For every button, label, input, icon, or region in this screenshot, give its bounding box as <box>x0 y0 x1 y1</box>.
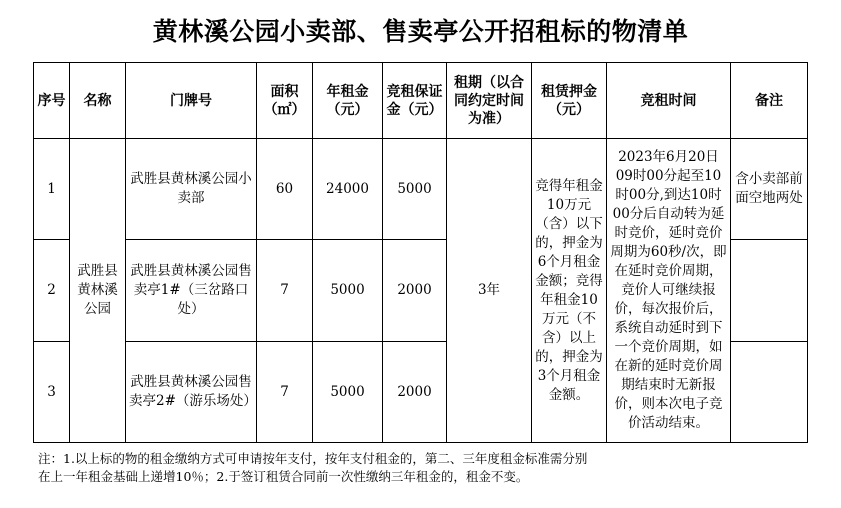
footnotes <box>38 450 808 486</box>
row-address: 武胜县黄林溪公园售卖亭1#（三岔路口处） <box>126 240 257 342</box>
row-rent: 24000 <box>313 139 383 240</box>
merged-name-cell: 武胜县黄林溪公园 <box>70 139 126 443</box>
merged-bid-time-cell: 2023年6月20日09时00分起至10时00分,到达10时00分后自动转为延时竞价，延时竞价周期为60秒/次，即在延时竞价周期，竞价人可继续报价，每次报价后，系统自动延时到下一个竞价周期，如在新的延时竞价周期结束时无新报价，则本次电子竞价活动结束。 <box>607 139 731 443</box>
row-seq: 3 <box>34 342 70 443</box>
merged-term-cell: 3年 <box>447 139 532 443</box>
table-header-row <box>34 63 808 139</box>
header-area: 面积（㎡） <box>257 63 313 139</box>
row-area: 7 <box>257 342 313 443</box>
row-seq: 1 <box>34 139 70 240</box>
header-address: 门牌号 <box>126 63 257 139</box>
row-address: 武胜县黄林溪公园售卖亭2#（游乐场处） <box>126 342 257 443</box>
row-deposit: 5000 <box>383 139 447 240</box>
table-row <box>34 139 808 240</box>
row-address: 武胜县黄林溪公园小卖部 <box>126 139 257 240</box>
row-deposit: 2000 <box>383 342 447 443</box>
row-deposit: 2000 <box>383 240 447 342</box>
row-rent: 5000 <box>313 240 383 342</box>
row-remark <box>731 342 808 443</box>
header-rent: 年租金（元） <box>313 63 383 139</box>
header-lease-deposit: 租赁押金（元） <box>532 63 607 139</box>
row-seq: 2 <box>34 240 70 342</box>
header-name: 名称 <box>70 63 126 139</box>
row-remark: 含小卖部前面空地两处 <box>731 139 808 240</box>
header-term: 租期（以合同约定时间为准） <box>447 63 532 139</box>
row-remark <box>731 240 808 342</box>
header-seq: 序号 <box>34 63 70 139</box>
merged-lease-deposit-cell: 竞得年租金10万元（含）以下的，押金为6个月租金金额；竞得年租金10万元（不含）以上的，押金为3个月租金金额。 <box>532 139 607 443</box>
footnote-line-2: 在上一年租金基础上递增10％；2.于签订租赁合同前一次性缴纳三年租金的，租金不变。 <box>38 469 529 484</box>
footnote-line-1: 注：1.以上标的物的租金缴纳方式可申请按年支付，按年支付租金的，第二、三年度租金标准需分别 <box>38 451 588 466</box>
row-area: 7 <box>257 240 313 342</box>
header-remark: 备注 <box>731 63 808 139</box>
header-bid-time: 竞租时间 <box>607 63 731 139</box>
document-title: 黄林溪公园小卖部、售卖亭公开招租标的物清单 <box>152 17 689 46</box>
row-rent: 5000 <box>313 342 383 443</box>
row-area: 60 <box>257 139 313 240</box>
header-deposit: 竞租保证金（元） <box>383 63 447 139</box>
lease-items-table <box>33 62 808 443</box>
